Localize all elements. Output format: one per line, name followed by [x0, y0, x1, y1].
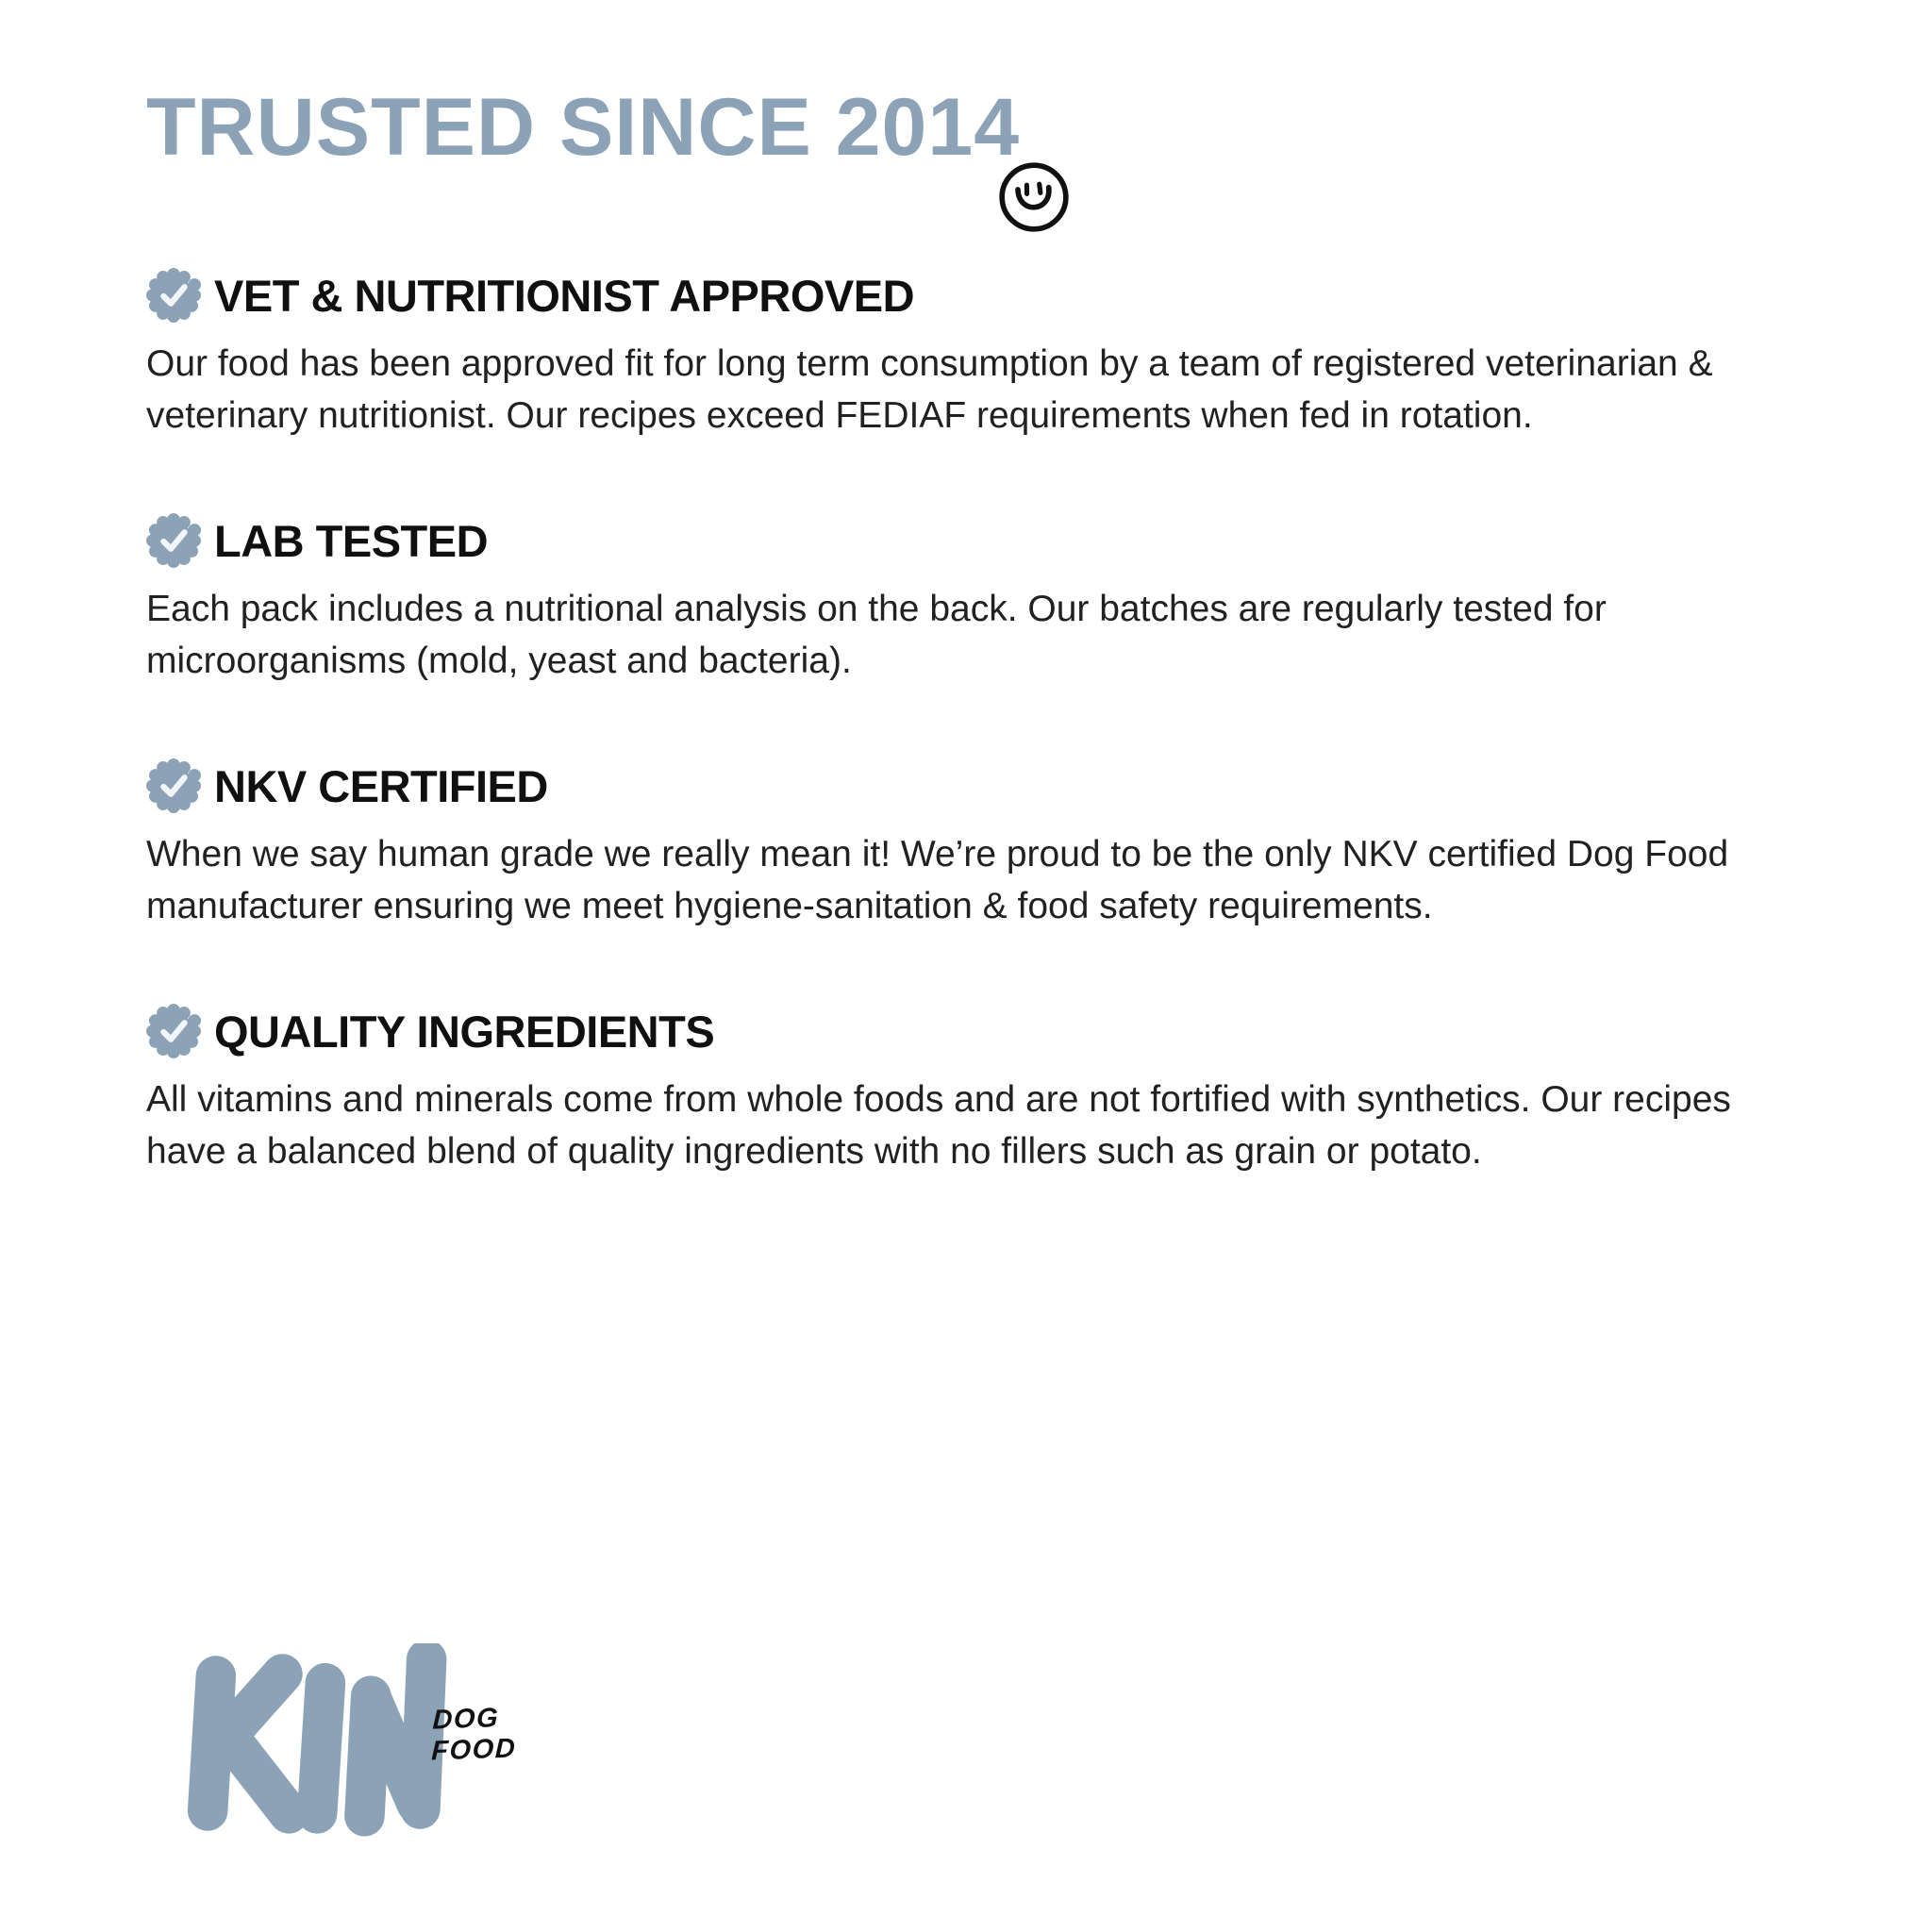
- page-title: TRUSTED SINCE 2014: [146, 82, 1021, 173]
- section-body: Each pack includes a nutritional analysis on the back. Our batches are regularly tested for microorganisms (mold, yeast and bacteria).: [146, 589, 1607, 681]
- section-quality-ingredients: [146, 1004, 1750, 1177]
- seal-check-icon: [146, 268, 201, 323]
- logo-tagline-line2: FOOD: [430, 1733, 517, 1767]
- section-heading: NKV CERTIFIED: [214, 760, 548, 811]
- kin-logo: [185, 1643, 675, 1889]
- logo-tagline: [431, 1702, 518, 1767]
- section-heading-row: [146, 1004, 1750, 1058]
- seal-check-icon: [146, 758, 201, 813]
- section-vet-approved: [146, 268, 1750, 441]
- kin-wordmark-icon: [185, 1643, 458, 1841]
- logo-tagline-line1: DOG: [431, 1703, 500, 1736]
- smiley-face-icon: [992, 156, 1075, 239]
- section-heading-row: [146, 268, 1750, 323]
- section-heading-row: [146, 513, 1750, 568]
- section-body: Our food has been approved fit for long term consumption by a team of registered veterinarian & veterinary nutritionist. Our recipes exceed FEDIAF requirements when fed in rotation.: [146, 343, 1713, 436]
- seal-check-icon: [146, 513, 201, 568]
- title-block: [146, 82, 1021, 173]
- section-body: When we say human grade we really mean it! We’re proud to be the only NKV certified Dog Food manufacturer ensuring we meet hygiene-sanitation & food safety requirements.: [146, 834, 1729, 926]
- section-heading: LAB TESTED: [214, 515, 489, 566]
- section-lab-tested: [146, 513, 1750, 687]
- seal-check-icon: [146, 1004, 201, 1058]
- section-heading-row: [146, 758, 1750, 813]
- section-heading: VET & NUTRITIONIST APPROVED: [214, 270, 915, 321]
- section-body: All vitamins and minerals come from whole foods and are not fortified with synthetics. Our recipes have a balanced blend of quality ingredients with no fillers such as grain or potato.: [146, 1079, 1731, 1172]
- section-heading: QUALITY INGREDIENTS: [214, 1006, 715, 1057]
- section-nkv-certified: [146, 758, 1750, 932]
